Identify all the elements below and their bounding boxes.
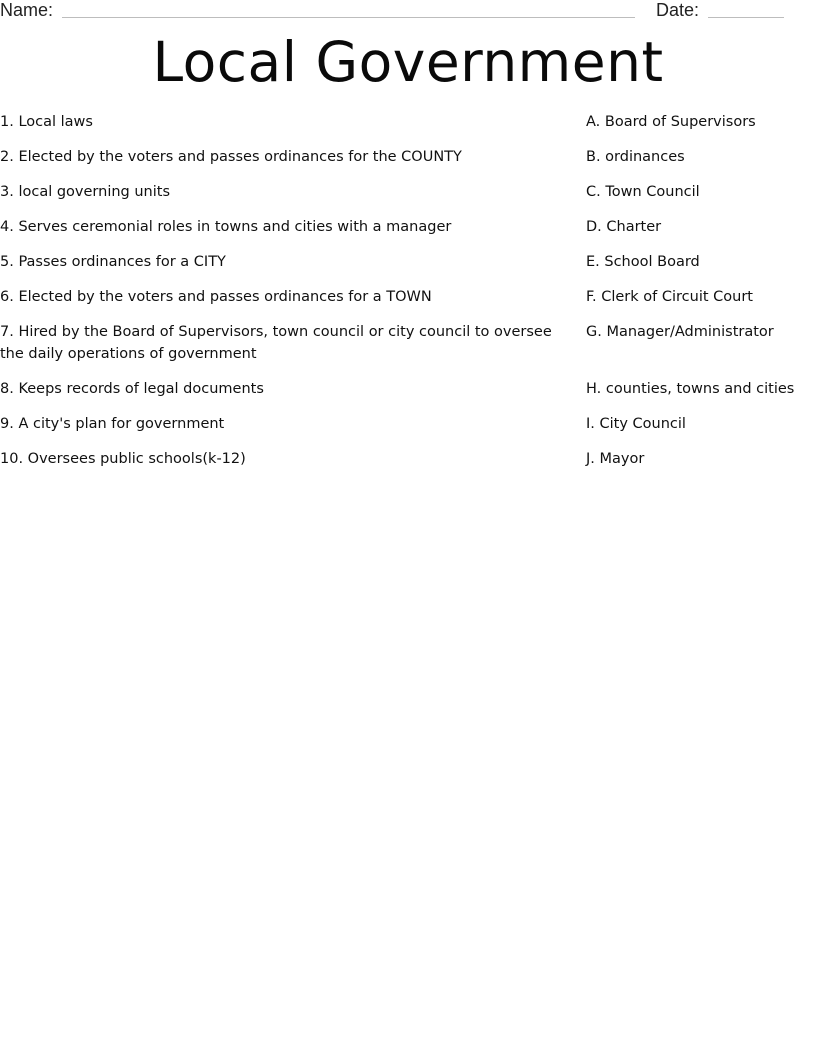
name-input-line[interactable]: [62, 17, 635, 18]
clue-item: 10. Oversees public schools(k-12): [0, 451, 246, 467]
worksheet-header: [0, 0, 816, 24]
matching-row: [0, 111, 816, 133]
matching-row: [0, 146, 816, 168]
name-label: Name:: [0, 0, 54, 20]
answer-item: J. Mayor: [586, 451, 645, 467]
clue-item: 8. Keeps records of legal documents: [0, 381, 264, 397]
answer-item: C. Town Council: [586, 184, 700, 200]
answer-item: B. ordinances: [586, 149, 685, 165]
clue-item: 4. Serves ceremonial roles in towns and cities with a manager: [0, 219, 452, 235]
clue-item: 7. Hired by the Board of Supervisors, town council or city council to oversee the daily operations of government: [0, 324, 552, 362]
answer-item: D. Charter: [586, 219, 662, 235]
matching-list: [0, 111, 816, 483]
date-input-line[interactable]: [708, 17, 784, 18]
answer-item: A. Board of Supervisors: [586, 114, 756, 130]
date-label: Date:: [656, 0, 700, 20]
clue-item: 5. Passes ordinances for a CITY: [0, 254, 226, 270]
matching-row: [0, 448, 816, 470]
matching-row: [0, 216, 816, 238]
answer-item: E. School Board: [586, 254, 700, 270]
clue-item: 2. Elected by the voters and passes ordinances for the COUNTY: [0, 149, 462, 165]
clue-item: 6. Elected by the voters and passes ordinances for a TOWN: [0, 289, 432, 305]
clue-item: 3. local governing units: [0, 184, 170, 200]
answer-item: G. Manager/Administrator: [586, 324, 774, 340]
matching-row: [0, 413, 816, 435]
matching-row: [0, 251, 816, 273]
matching-row: [0, 286, 816, 308]
answer-item: H. counties, towns and cities: [586, 381, 795, 397]
clue-item: 9. A city's plan for government: [0, 416, 225, 432]
matching-row: [0, 378, 816, 400]
answer-item: F. Clerk of Circuit Court: [586, 289, 753, 305]
answer-item: I. City Council: [586, 416, 686, 432]
matching-row: [0, 181, 816, 203]
matching-row: [0, 321, 816, 365]
clue-item: 1. Local laws: [0, 114, 93, 130]
page-title: Local Government: [152, 30, 664, 94]
